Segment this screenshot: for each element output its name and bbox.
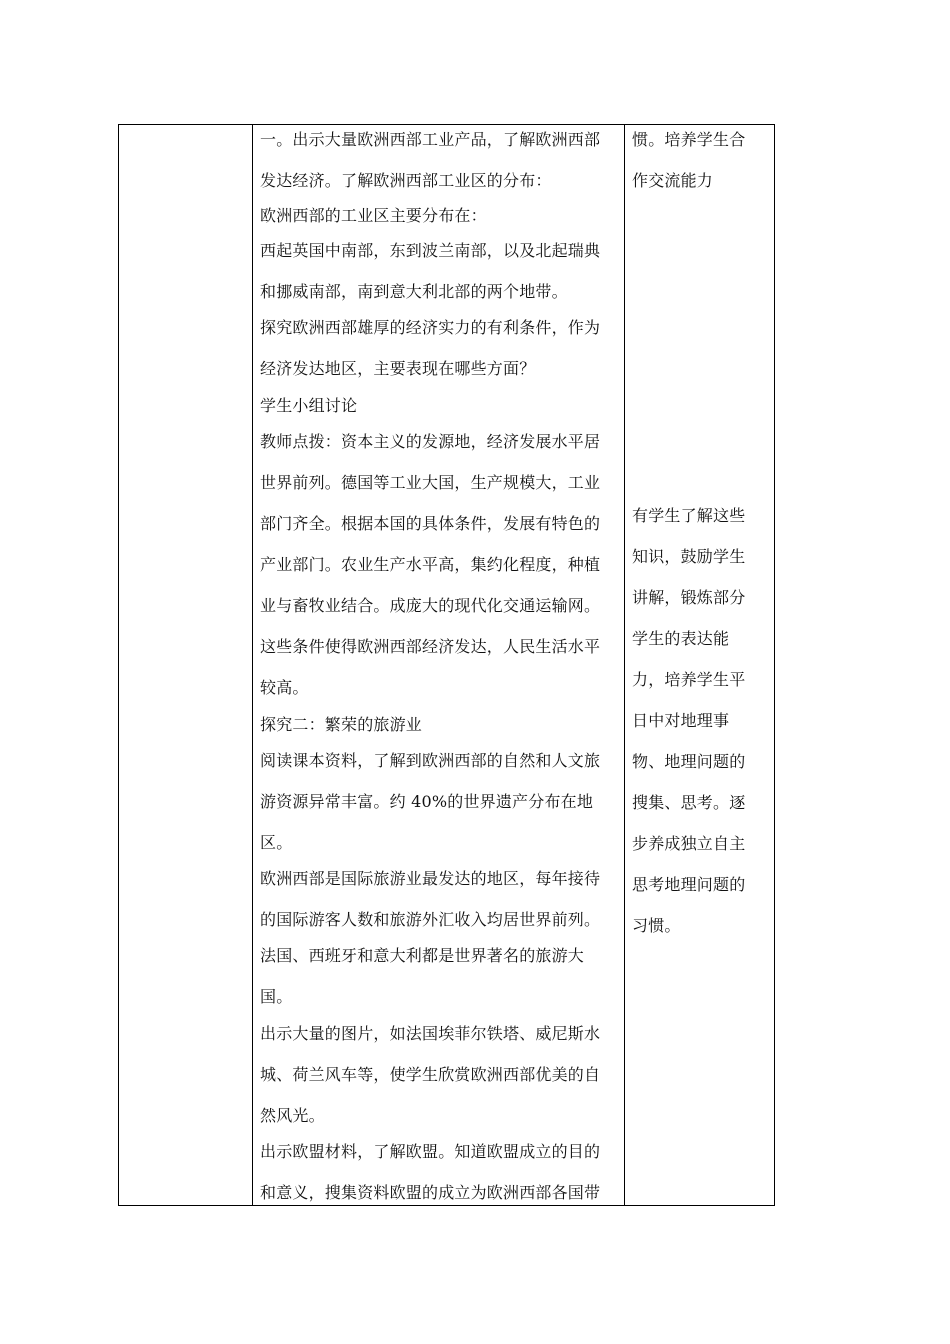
process-line: 产业部门。农业生产水平高，集约化程度，种植 bbox=[260, 555, 601, 574]
lesson-plan-table bbox=[118, 124, 775, 1206]
process-line: 学生小组讨论 bbox=[260, 396, 358, 415]
process-line: 城、荷兰风车等，使学生欣赏欧洲西部优美的自 bbox=[260, 1065, 601, 1084]
process-line: 出示大量的图片，如法国埃菲尔铁塔、威尼斯水 bbox=[260, 1024, 601, 1043]
process-line: 阅读课本资料，了解到欧洲西部的自然和人文旅 bbox=[260, 751, 601, 770]
process-line: 较高。 bbox=[260, 678, 309, 697]
intent-line: 惯。培养学生合 bbox=[632, 130, 746, 149]
intent-line: 步养成独立自主 bbox=[632, 834, 746, 853]
intent-line: 知识，鼓励学生 bbox=[632, 547, 746, 566]
process-line: 法国、西班牙和意大利都是世界著名的旅游大 bbox=[260, 946, 585, 965]
intent-line: 物、地理问题的 bbox=[632, 752, 746, 771]
process-line: 西起英国中南部，东到波兰南部，以及北起瑞典 bbox=[260, 241, 601, 260]
process-line: 这些条件使得欧洲西部经济发达，人民生活水平 bbox=[260, 637, 601, 656]
intent-line: 讲解，锻炼部分 bbox=[632, 588, 746, 607]
process-line: 欧洲西部的工业区主要分布在： bbox=[260, 206, 487, 225]
process-line: 游资源异常丰富。约 40%的世界遗产分布在地 bbox=[260, 792, 594, 811]
process-line: 业与畜牧业结合。成庞大的现代化交通运输网。 bbox=[260, 596, 601, 615]
process-line: 一。出示大量欧洲西部工业产品，了解欧洲西部 bbox=[260, 130, 601, 149]
process-line: 发达经济。了解欧洲西部工业区的分布： bbox=[260, 171, 552, 190]
process-line: 国。 bbox=[260, 987, 293, 1006]
process-line: 探究欧洲西部雄厚的经济实力的有利条件，作为 bbox=[260, 318, 601, 337]
intent-line: 日中对地理事 bbox=[632, 711, 730, 730]
process-line: 然风光。 bbox=[260, 1106, 325, 1125]
intent-line: 搜集、思考。逐 bbox=[632, 793, 746, 812]
process-line: 和挪威南部，南到意大利北部的两个地带。 bbox=[260, 282, 568, 301]
process-line: 经济发达地区，主要表现在哪些方面？ bbox=[260, 359, 536, 378]
process-line: 教师点拨：资本主义的发源地，经济发展水平居 bbox=[260, 432, 601, 451]
intent-line: 学生的表达能 bbox=[632, 629, 730, 648]
process-line: 和意义，搜集资料欧盟的成立为欧洲西部各国带 bbox=[260, 1183, 601, 1202]
intent-line: 思考地理问题的 bbox=[632, 875, 746, 894]
design-intent-cell bbox=[624, 125, 774, 1205]
process-line: 区。 bbox=[260, 833, 293, 852]
intent-line: 力，培养学生平 bbox=[632, 670, 746, 689]
process-line: 部门齐全。根据本国的具体条件，发展有特色的 bbox=[260, 514, 601, 533]
process-line: 探究二：繁荣的旅游业 bbox=[260, 715, 423, 734]
intent-line: 作交流能力 bbox=[632, 171, 714, 190]
teaching-process-cell bbox=[252, 125, 625, 1205]
process-line: 欧洲西部是国际旅游业最发达的地区，每年接待 bbox=[260, 869, 601, 888]
left-column-cell bbox=[119, 125, 253, 1205]
intent-line: 习惯。 bbox=[632, 916, 681, 935]
process-line: 出示欧盟材料，了解欧盟。知道欧盟成立的目的 bbox=[260, 1142, 601, 1161]
intent-line: 有学生了解这些 bbox=[632, 506, 746, 525]
process-line: 的国际游客人数和旅游外汇收入均居世界前列。 bbox=[260, 910, 601, 929]
process-line: 世界前列。德国等工业大国，生产规模大，工业 bbox=[260, 473, 601, 492]
